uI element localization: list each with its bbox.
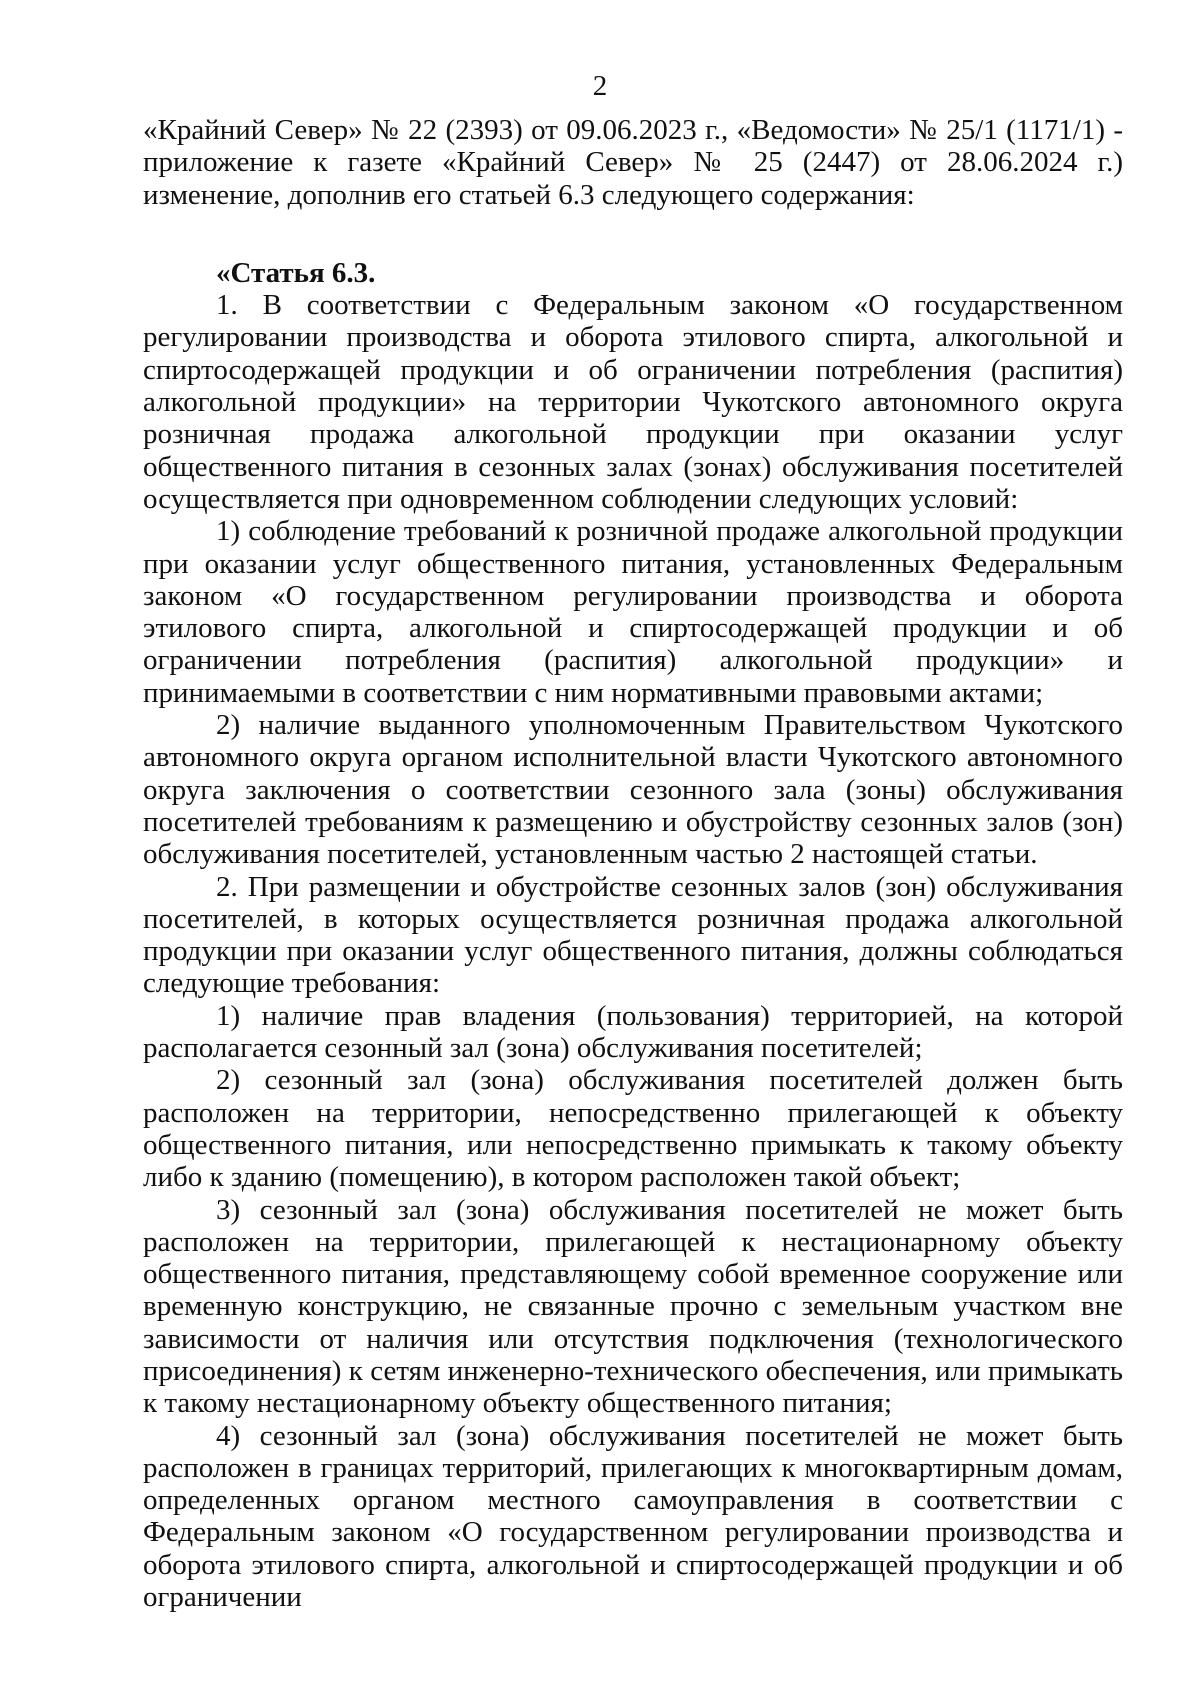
intro-paragraph: «Крайний Север» № 22 (2393) от 09.06.2023 г., «Ведомости» № 25/1 (1171/1) - приложение к газете «Крайний Север» № 25 (2447) от 28.06.2024 г.) изменение, дополнив его статьей 6.3 следующего содержания: [143,114,1123,211]
document-body [143,114,1123,1613]
part-2-paragraph: 2. При размещении и обустройстве сезонных залов (зон) обслуживания посетителей, в которых осуществляется розничная продажа алкогольной продукции при оказании услуг общественного питания, должны соблюдаться следующие требования: [143,870,1123,1000]
article-heading: «Статья 6.3. [216,256,376,289]
part-1-paragraph: 1. В соответствии с Федеральным законом «О государственном регулировании производства и оборота этилового спирта, алкогольной и спиртосодержащей продукции и об ограничении потребления (распития) алкогольной продукции» на территории Чукотского автономного округа розничная продажа алкогольной продукции при оказании услуг общественного питания в сезонных залах (зонах) обслуживания посетителей осуществляется при одновременном соблюдении следующих условий: [143,289,1123,515]
part-2-item-2: 2) сезонный зал (зона) обслуживания посетителей должен быть расположен на территории, непосредственно прилегающей к объекту общественного питания, или непосредственно примыкать к такому объекту либо к зданию (помещению), в котором расположен такой объект; [143,1064,1123,1194]
part-2-item-1: 1) наличие прав владения (пользования) территорией, на которой располагается сезонный зал (зона) обслуживания посетителей; [143,999,1123,1065]
part-1-item-1: 1) соблюдение требований к розничной продаже алкогольной продукции при оказании услуг общественного питания, установленных Федеральным законом «О государственном регулировании производства и оборота этилового спирта, алкогольной и спиртосодержащей продукции и об ограничении потребления (распития) алкогольной продукции» и принимаемыми в соответствии с ним нормативными правовыми актами; [143,515,1123,709]
page-number: 2 [592,70,608,102]
part-2-item-4: 4) сезонный зал (зона) обслуживания посетителей не может быть расположен в границах территорий, прилегающих к многоквартирным домам, определенных органом местного самоуправления в соответствии с Федеральным законом «О государственном регулировании производства и оборота этилового спирта, алкогольной и спиртосодержащей продукции и об ограничении [143,1419,1123,1614]
part-2-item-3: 3) сезонный зал (зона) обслуживания посетителей не может быть расположен на территории, прилегающей к нестационарному объекту общественного питания, представляющему собой временное сооружение или временную конструкцию, не связанные прочно с земельным участком вне зависимости от наличия или отсутствия подключения (технологического присоединения) к сетям инженерно-технического обеспечения, или примыкать к такому нестационарному объекту общественного питания; [143,1193,1123,1420]
part-1-item-2: 2) наличие выданного уполномоченным Правительством Чукотского автономного округа органом исполнительной власти Чукотского автономного округа заключения о соответствии сезонного зала (зоны) обслуживания посетителей требованиям к размещению и обустройству сезонных залов (зон) обслуживания посетителей, установленным частью 2 настоящей статьи. [143,709,1123,871]
